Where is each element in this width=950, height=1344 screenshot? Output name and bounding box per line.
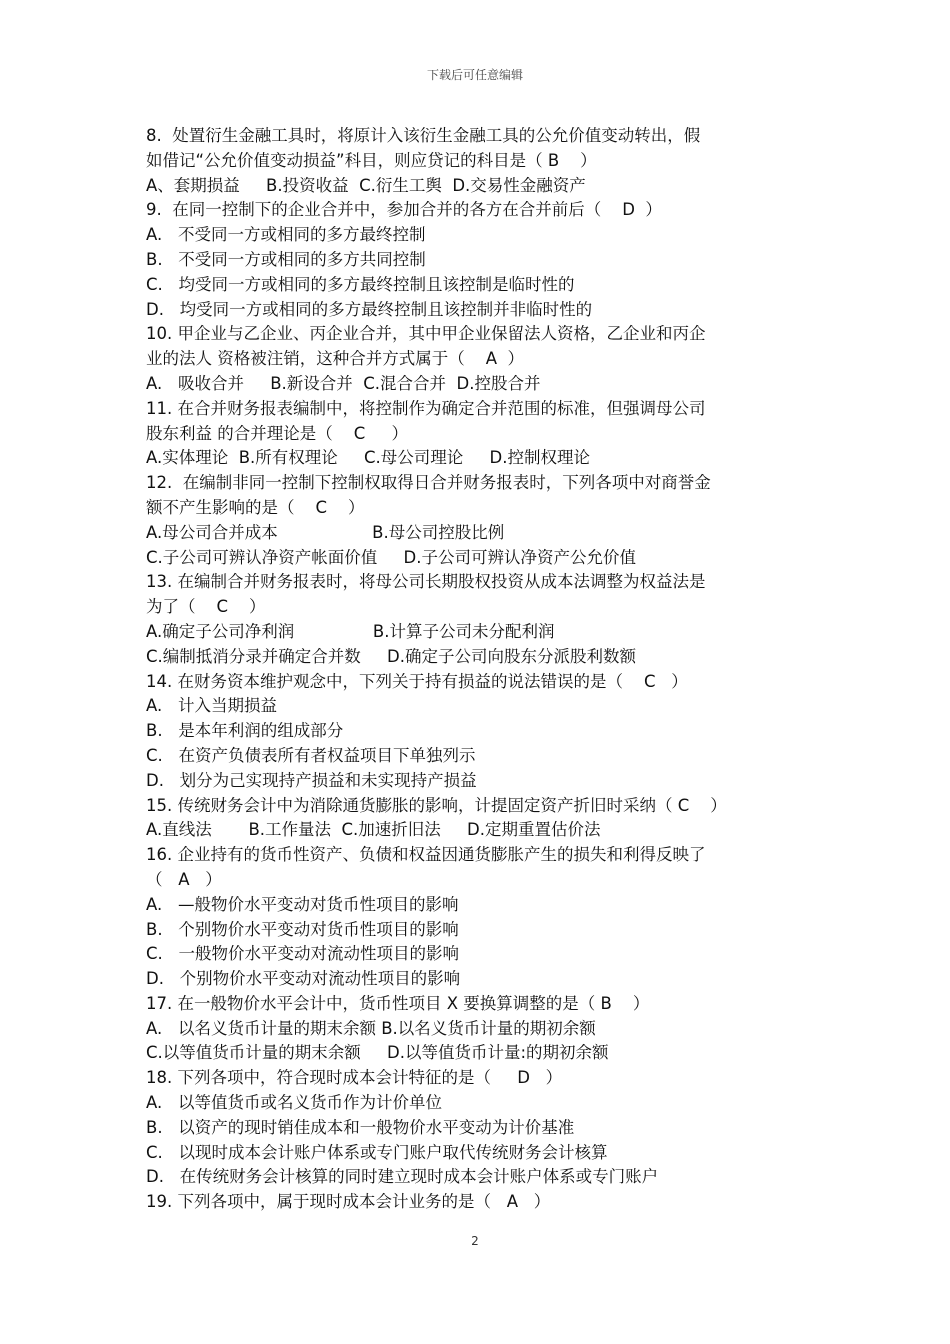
text-line: A. 以名义货币计量的期末余额 B.以名义货币计量的期初余额 <box>146 1018 596 1038</box>
text-line: B. 不受同一方或相同的多方共同控制 <box>146 249 426 269</box>
text-line: D. 均受同一方或相同的多方最终控制且该控制并非临时性的 <box>146 299 593 319</box>
text-line: A.母公司合并成本 B.母公司控股比例 <box>146 522 505 542</box>
text-line: 额不产生影响的是（ C ） <box>146 497 365 517</box>
text-line: D. 在传统财务会计核算的同时建立现时成本会计账户体系或专门账户 <box>146 1167 659 1187</box>
text-line: A. 以等值货币或名义货币作为计价单位 <box>146 1093 442 1113</box>
text-line: A.直线法 B.工作量法 C.加速折旧法 D.定期重置估价法 <box>146 820 601 840</box>
page-header: 下载后可任意编辑 <box>426 68 523 82</box>
text-line: 如借记“公允价值变动损益”科目，则应贷记的科目是（ B ） <box>146 150 597 170</box>
text-line: A. 不受同一方或相同的多方最终控制 <box>146 225 426 245</box>
text-line: 16. 企业持有的货币性资产、负债和权益因通货膨胀产生的损失和利得反映了 <box>146 845 706 865</box>
text-line: 股东利益 的合并理论是（ C ） <box>146 423 408 443</box>
text-line: 17. 在一般物价水平会计中，货币性项目 X 要换算调整的是（ B ） <box>146 993 650 1013</box>
text-line: A. 计入当期损益 <box>146 696 277 716</box>
text-line: C. 在资产负债表所有者权益项目下单独列示 <box>146 745 476 765</box>
text-line: A. —般物价水平变动对货币性项目的影响 <box>146 894 459 914</box>
text-line: B. 是本年利润的组成部分 <box>146 721 344 741</box>
text-line: B. 个别物价水平变动对货币性项目的影响 <box>146 919 459 939</box>
text-line: C.以等值货币计量的期末余额 D.以等值货币计量:的期初余额 <box>146 1043 609 1063</box>
text-line: A.实体理论 B.所有权理论 C.母公司理论 D.控制权理论 <box>146 448 590 468</box>
text-line: C. 一般物价水平变动对流动性项目的影响 <box>146 944 460 964</box>
text-line: D. 划分为己实现持产损益和未实现持产损益 <box>146 770 477 790</box>
page-number: 2 <box>471 1234 479 1248</box>
text-line: 14. 在财务资本维护观念中，下列关于持有损益的说法错误的是（ C ） <box>146 671 688 691</box>
text-line: 10. 甲企业与乙企业、丙企业合并，其中甲企业保留法人资格，乙企业和丙企 <box>146 324 706 344</box>
document-body <box>146 124 810 1215</box>
text-line: 12. 在编制非同一控制下控制权取得日合并财务报表时，下列各项中对商誉金 <box>146 473 711 493</box>
text-line: 18. 下列各项中，符合现时成本会计特征的是（ D ） <box>146 1068 563 1088</box>
text-line: B. 以资产的现时销佳成本和一般物价水平变动为计价基准 <box>146 1117 575 1137</box>
text-line: C. 以现时成本会计账户体系或专门账户取代传统财务会计核算 <box>146 1142 608 1162</box>
text-line: C. 均受同一方或相同的多方最终控制且该控制是临时性的 <box>146 274 575 294</box>
text-line: A. 吸收合并 B.新设合并 C.混合合并 D.控股合并 <box>146 373 541 393</box>
text-line: 13. 在编制合并财务报表时，将母公司长期股权投资从成本法调整为权益法是 <box>146 572 706 592</box>
text-line: D. 个别物价水平变动对流动性项目的影响 <box>146 969 461 989</box>
text-line: 15. 传统财务会计中为消除通货膨胀的影响，计提固定资产折旧时采纳（ C ） <box>146 795 727 815</box>
text-line: （ A ） <box>146 869 222 889</box>
text-line: C.子公司可辨认净资产帐面价值 D.子公司可辨认净资产公允价值 <box>146 547 636 567</box>
text-line: A.确定子公司净利润 B.计算子公司未分配利润 <box>146 621 555 641</box>
text-line: 8. 处置衍生金融工具时，将原计入该衍生金融工具的公允价值变动转出，假 <box>146 126 701 145</box>
text-line: 11. 在合并财务报表编制中，将控制作为确定合并范围的标准，但强调母公司 <box>146 398 706 418</box>
text-line: 9. 在同一控制下的企业合并中，参加合并的各方在合并前后（ D ） <box>146 200 662 220</box>
text-line: C.编制抵消分录并确定合并数 D.确定子公司向股东分派股利数额 <box>146 646 636 666</box>
text-line: 为了（ C ） <box>146 597 266 617</box>
text-line: A、套期损益 B.投资收益 C.衍生工舆 D.交易性金融资产 <box>146 175 586 195</box>
text-line: 业的法人 资格被注销，这种合并方式属于（ A ） <box>146 349 525 369</box>
text-line: 19. 下列各项中，属于现时成本会计业务的是（ A ） <box>146 1192 551 1212</box>
